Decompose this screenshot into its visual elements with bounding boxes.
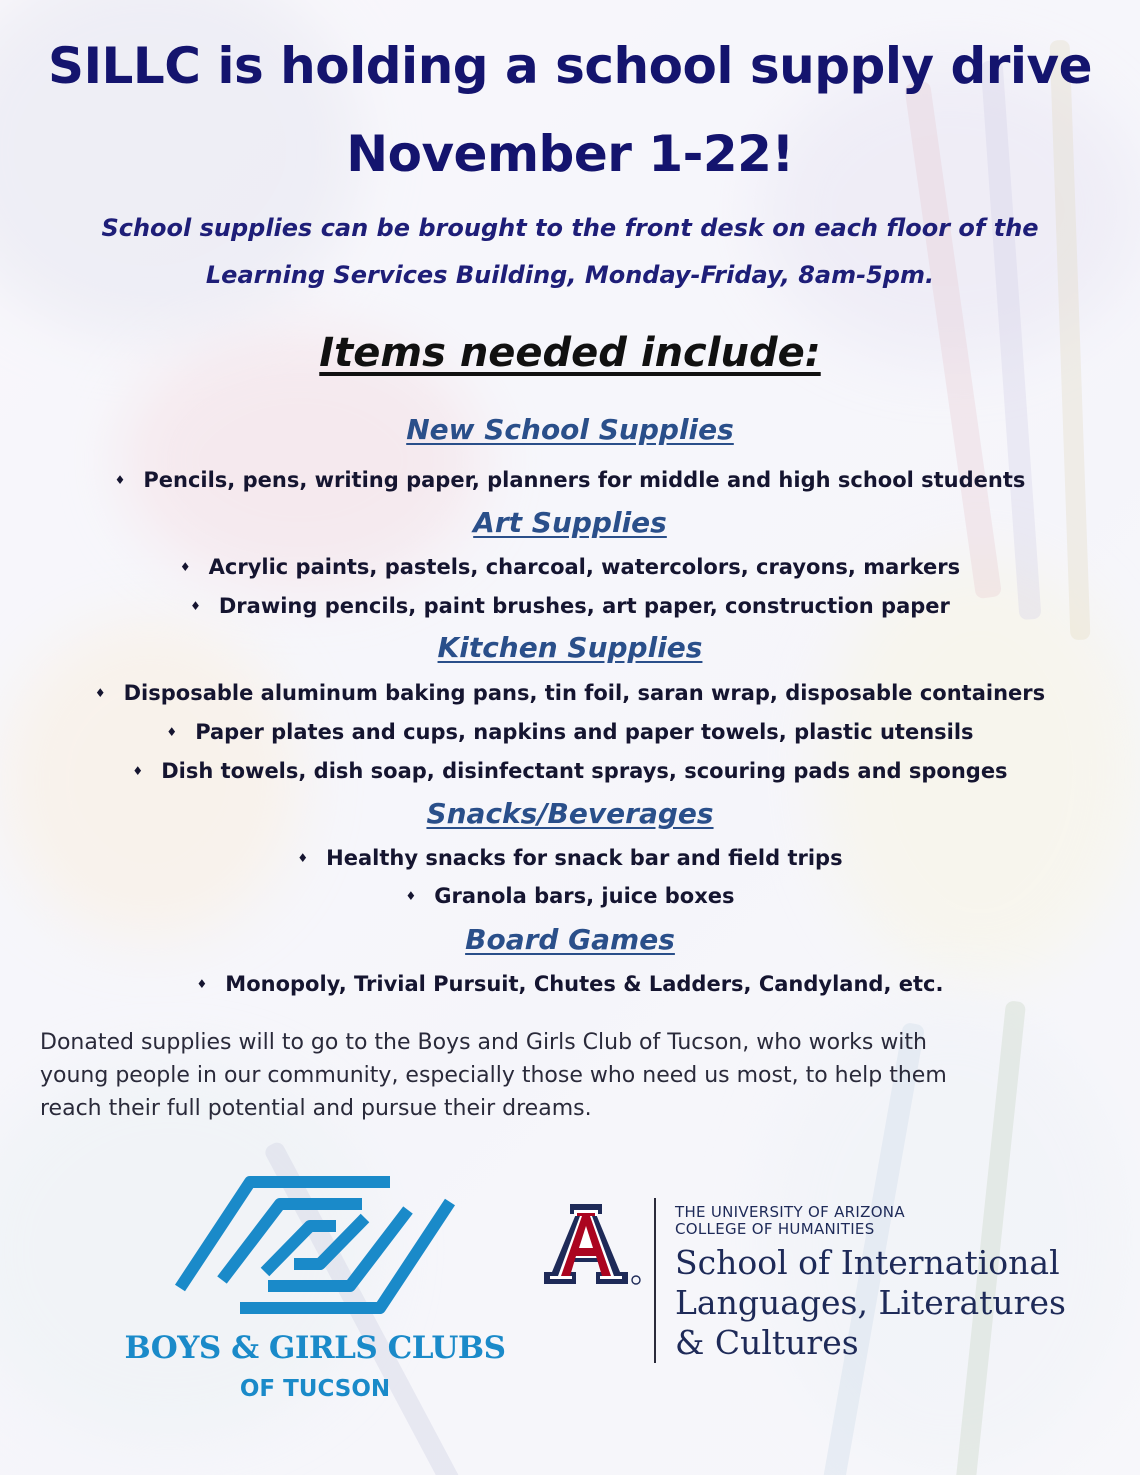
list-item-text: Paper plates and cups, napkins and paper towels, plastic utensils: [195, 720, 974, 744]
category-heading: Kitchen Supplies: [437, 631, 703, 664]
category-heading: Art Supplies: [473, 506, 667, 539]
category-heading: Snacks/Beverages: [426, 797, 714, 830]
intro-text: [40, 205, 1100, 299]
list-item-text: Granola bars, juice boxes: [434, 884, 735, 908]
list-item: [0, 969, 1140, 1000]
list-item-text: Acrylic paints, pastels, charcoal, watercolors, crayons, markers: [208, 555, 961, 579]
list-item: [0, 591, 1140, 622]
list-item-text: Healthy snacks for snack bar and field trips: [326, 846, 843, 870]
list-item-text: Monopoly, Trivial Pursuit, Chutes & Ladders, Candyland, etc.: [225, 972, 944, 996]
closing-paragraph: [40, 1026, 1110, 1125]
diamond-bullet-icon: ♦: [196, 977, 208, 991]
list-item-text: Drawing pencils, paint brushes, art paper, construction paper: [218, 594, 950, 618]
ua-school-line-1: School of International: [675, 1243, 1060, 1282]
list-item: [0, 465, 1140, 496]
diamond-bullet-icon: ♦: [132, 764, 144, 778]
closing-line-2: young people in our community, especially those who need us most, to help them: [40, 1063, 947, 1088]
list-item: [0, 843, 1140, 874]
title-line-2: November 1-22!: [346, 125, 794, 183]
ua-school-name: [675, 1243, 1115, 1363]
ua-school-line-2: Languages, Literatures: [675, 1283, 1066, 1322]
closing-line-3: reach their full potential and pursue their dreams.: [40, 1096, 592, 1121]
items-heading: Items needed include:: [319, 330, 821, 376]
intro-line-1: School supplies can be brought to the front desk on each floor of the: [101, 214, 1039, 242]
logo-divider: [654, 1198, 656, 1363]
diamond-bullet-icon: ♦: [190, 599, 201, 613]
diamond-bullet-icon: ♦: [297, 851, 309, 865]
bgc-subtitle: OF TUCSON: [239, 1376, 391, 1402]
boys-girls-clubs-logo: [100, 1160, 530, 1410]
ua-college-name: COLLEGE OF HUMANITIES: [675, 1220, 875, 1238]
list-item: [0, 717, 1140, 748]
list-item-text: Pencils, pens, writing paper, planners for middle and high school students: [143, 468, 1026, 492]
diamond-bullet-icon: ♦: [179, 560, 191, 574]
ua-university-name: THE UNIVERSITY OF ARIZONA: [675, 1203, 905, 1221]
list-item: [0, 552, 1140, 583]
list-item: [0, 678, 1140, 709]
list-item: [0, 756, 1140, 787]
diamond-bullet-icon: ♦: [405, 889, 417, 903]
title-line-1: SILLC is holding a school supply drive: [47, 37, 1093, 95]
list-item: [0, 881, 1140, 912]
handshake-icon: [100, 1160, 530, 1330]
diamond-bullet-icon: ♦: [94, 686, 106, 700]
closing-line-1: Donated supplies will to go to the Boys and Girls Club of Tucson, who works with: [40, 1030, 927, 1055]
university-of-arizona-a-icon: [540, 1200, 650, 1290]
list-item-text: Dish towels, dish soap, disinfectant sprays, scouring pads and sponges: [161, 759, 1008, 783]
bgc-name: BOYS & GIRLS CLUBS: [124, 1330, 506, 1366]
page-title: [0, 22, 1140, 198]
list-item-text: Disposable aluminum baking pans, tin foil, saran wrap, disposable containers: [123, 681, 1046, 705]
diamond-bullet-icon: ♦: [114, 473, 126, 487]
intro-line-2: Learning Services Building, Monday-Friday, 8am-5pm.: [205, 261, 935, 289]
ua-school-line-3: & Cultures: [675, 1323, 859, 1362]
category-heading: New School Supplies: [406, 413, 734, 446]
category-heading: Board Games: [465, 923, 675, 956]
diamond-bullet-icon: ♦: [166, 725, 178, 739]
